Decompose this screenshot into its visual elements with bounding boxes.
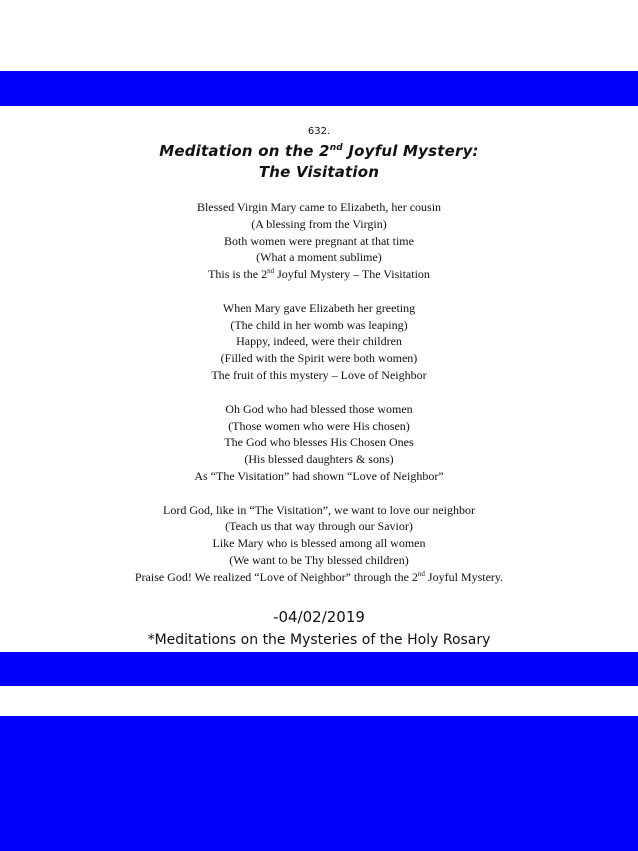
poem-line-text-end: Joyful Mystery. [424,569,504,584]
stanza [0,300,638,384]
poem-line-text: (Teach us that way through our Savior) [225,519,413,534]
middle-blue-band [0,652,638,686]
page-subtitle: The Visitation [258,163,380,181]
poem-line [0,317,638,334]
poem-line [0,199,638,216]
poem-line-text: (The child in her womb was leaping) [230,317,408,332]
poem-line-text: Happy, indeed, were their children [236,334,402,349]
stanza [0,401,638,485]
poem-line [0,451,638,468]
poem-line [0,418,638,435]
poem-line-text: Like Mary who is blessed among all women [212,536,426,551]
poem-line-text: As “The Visitation” had shown “Love of Neighbor” [194,468,444,483]
poem-line-text: Praise God! We realized “Love of Neighbor” through the 2 [134,569,418,584]
poem-line [0,401,638,418]
poem-line-text: Both women were pregnant at that time [224,233,414,248]
page-title [0,141,638,161]
poem-line [0,216,638,233]
poem-line [0,266,638,283]
poem-line-text: (Those women who were His chosen) [228,418,410,433]
poem-line [0,552,638,569]
poem-line [0,333,638,350]
page-number: 632. [307,126,331,137]
poem-line [0,233,638,250]
poem-line-text: Lord God, like in “The Visitation”, we want to love our neighbor [163,502,475,517]
top-blue-band [0,71,638,106]
poem-line [0,300,638,317]
poem-line-text: When Mary gave Elizabeth her greeting [222,300,416,315]
poem-line-text: The God who blesses His Chosen Ones [224,435,414,450]
stanza [0,502,638,586]
poem-line [0,569,638,586]
poem-line-text: (What a moment sublime) [256,250,382,265]
title-ordinal: nd [329,143,343,153]
poem-line-text: (His blessed daughters & sons) [244,452,394,467]
poem-line-text: (A blessing from the Virgin) [251,216,387,231]
poem-line-text: (Filled with the Spirit were both women) [220,351,418,366]
poem-line-text: The fruit of this mystery – Love of Neighbor [211,368,427,383]
poem-line-text-end: Joyful Mystery – The Visitation [274,267,430,282]
poem [0,199,638,586]
ordinal-suffix: nd [267,267,275,276]
title-text-end: Joyful Mystery: [342,142,479,160]
poem-line-text: This is the 2 [208,267,268,282]
poem-line [0,535,638,552]
poem-line-text: Blessed Virgin Mary came to Elizabeth, her cousin [196,200,442,214]
ordinal-suffix: nd [417,569,425,578]
poem-line [0,249,638,266]
poem-line [0,434,638,451]
date: -04/02/2019 [273,608,365,626]
poem-line-text: (We want to be Thy blessed children) [229,553,409,568]
stanza [0,199,638,283]
poem-line [0,502,638,519]
bottom-blue-band [0,716,638,851]
poem-line-text: Oh God who had blessed those women [225,401,413,416]
poem-line [0,518,638,535]
title-text: Meditation on the 2 [159,142,330,160]
series-title: *Meditations on the Mysteries of the Holy Rosary [147,632,491,648]
poem-line [0,350,638,367]
poem-line [0,468,638,485]
poem-line [0,367,638,384]
